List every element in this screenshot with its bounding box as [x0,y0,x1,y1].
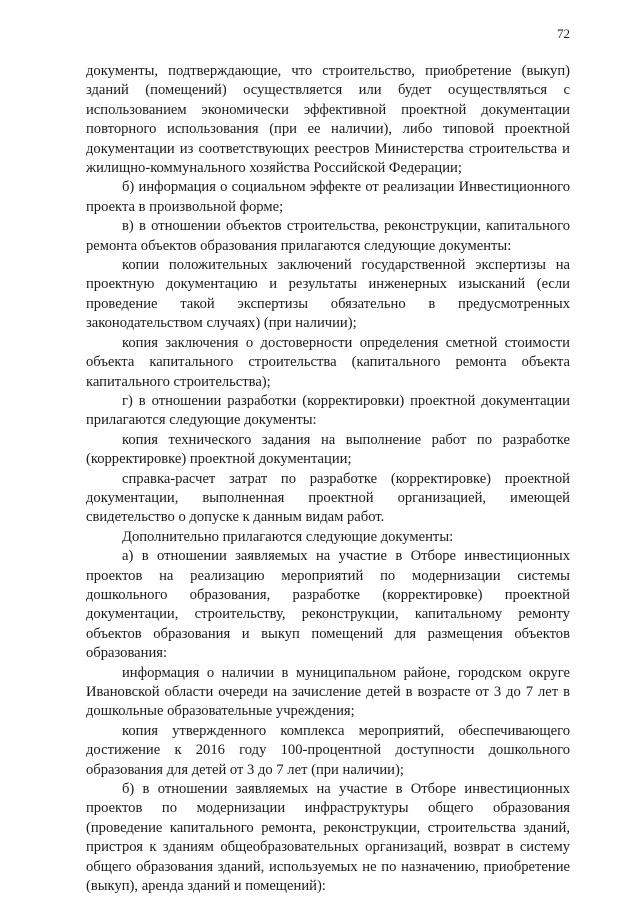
document-body [86,62,570,896]
paragraph-cost-estimate: копия заключения о достоверности определения сметной стоимости объекта капитального строительства (капитального ремонта объекта капитального строительства); [86,334,570,390]
paragraph-cost-calculation: справка-расчет затрат по разработке (корректировке) проектной документации, выполненная проектной организацией, имеющей свидетельство о допуске к данным видам работ. [86,470,570,526]
paragraph-measures-complex: копия утвержденного комплекса мероприятий, обеспечивающего достижение к 2016 году 100-процентной доступности дошкольного образования для детей от 3 до 7 лет (при наличии); [86,722,570,778]
paragraph-g-design-docs: г) в отношении разработки (корректировки) проектной документации прилагаются следующие документы: [86,392,570,429]
paragraph-a-preschool: а) в отношении заявляемых на участие в Отборе инвестиционных проектов на реализацию мероприятий по модернизации системы дошкольного образования, разработке (корректировке) проектной документации, строительству, реконструкции, капитальному ремонту объектов образования и выкуп помещений для размещения объектов образования: [86,548,570,662]
page-number: 72 [557,26,570,41]
paragraph-b-social-effect: б) информация о социальном эффекте от реализации Инвестиционного проекта в произвольной форме; [86,179,570,215]
paragraph-expertise-copies: копии положительных заключений государственной экспертизы на проектную документацию и результаты инженерных изысканий (если проведение такой экспертизы обязательно в предусмотренных законодательством случаях) (при наличии); [86,257,570,332]
paragraph-technical-task: копия технического задания на выполнение работ по разработке (корректировке) проектной документации; [86,431,570,468]
paragraph-queue-info: информация о наличии в муниципальном районе, городском округе Ивановской области очереди на зачисление детей в возрасте от 3 до 7 лет в дошкольные образовательные учреждения; [86,664,570,720]
paragraph-v-construction: в) в отношении объектов строительства, реконструкции, капитального ремонта объектов образования прилагаются следующие документы: [86,218,570,254]
paragraph-b-general-education: б) в отношении заявляемых на участие в Отборе инвестиционных проектов по модернизации инфраструктуры общего образования (проведение капитального ремонта, реконструкции, строительства зданий, пристроя к зданиям общеобразовательных организаций, возврат в систему общего образования зданий, используемых не по назначению, приобретение (выкуп), аренда зданий и помещений): [86,781,570,895]
paragraph-continued: документы, подтверждающие, что строительство, приобретение (выкуп) зданий (помещений) осуществляется или будет осуществляться с использованием экономически эффективной проектной документации повторного использования (при ее наличии), либо типовой проектной документации из соответствующих реестров Министерства строительства и жилищно-коммунального хозяйства Российской Федерации; [86,63,570,177]
paragraph-additional-docs: Дополнительно прилагаются следующие документы: [122,528,454,545]
